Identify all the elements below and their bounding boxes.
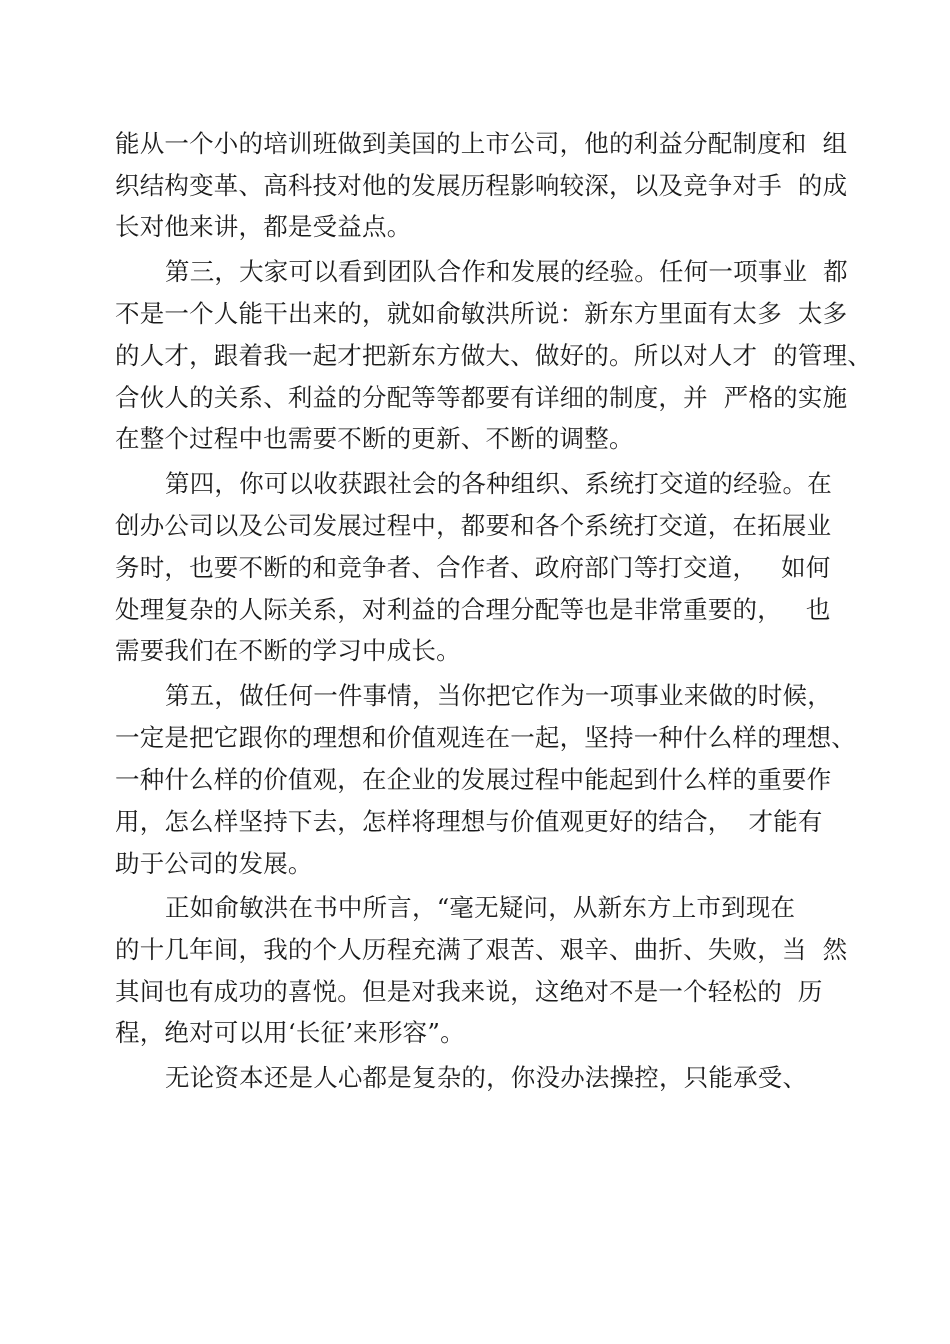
text-line: 在整个过程中也需要不断的更新、不断的调整。 <box>115 424 634 453</box>
text-line: 务时，也要不断的和竞争者、合作者、政府部门等打交道， 如何 <box>115 553 831 582</box>
text-line: 能从一个小的培训班做到美国的上市公司，他的利益分配制度和 组 <box>115 129 848 158</box>
text-line: 合伙人的关系、利益的分配等等都要有详细的制度，并 严格的实施 <box>115 383 848 412</box>
text-line: 长对他来讲，都是受益点。 <box>115 212 412 241</box>
text-line: 不是一个人能干出来的，就如俞敏洪所说：新东方里面有太多 太多 <box>115 299 848 328</box>
text-line: 用，怎么样坚持下去，怎样将理想与价值观更好的结合， 才能有 <box>115 807 823 836</box>
text-line: 创办公司以及公司发展过程中，都要和各个系统打交道，在拓展业 <box>115 511 832 540</box>
paragraph-start-line: 第四，你可以收获跟社会的各种组织、系统打交道的经验。在 <box>165 469 832 498</box>
text-line: 一种什么样的价值观，在企业的发展过程中能起到什么样的重要作 <box>115 765 832 794</box>
text-line: 的人才，跟着我一起才把新东方做大、做好的。所以对人才 的管理、 <box>115 341 872 370</box>
text-line: 织结构变革、高科技对他的发展历程影响较深，以及竞争对手 的成 <box>115 171 848 200</box>
text-line: 一定是把它跟你的理想和价值观连在一起，坚持一种什么样的理想、 <box>115 723 856 752</box>
text-line: 需要我们在不断的学习中成长。 <box>115 636 461 665</box>
paragraph-start-line: 正如俞敏洪在书中所言，“毫无疑问，从新东方上市到现在 <box>165 893 796 922</box>
text-line: 程，绝对可以用‘长征’来形容”。 <box>115 1018 465 1047</box>
text-line: 其间也有成功的喜悦。但是对我来说，这绝对不是一个轻松的 历 <box>115 977 823 1006</box>
text-line: 处理复杂的人际关系，对利益的合理分配等也是非常重要的， 也 <box>115 595 831 624</box>
paragraph-start-line: 无论资本还是人心都是复杂的，你没办法操控，只能承受、 <box>165 1063 808 1092</box>
text-line: 助于公司的发展。 <box>115 849 313 878</box>
text-line: 的十几年间，我的个人历程充满了艰苦、艰辛、曲折、失败，当 然 <box>115 935 848 964</box>
paragraph-start-line: 第三，大家可以看到团队合作和发展的经验。任何一项事业 都 <box>165 257 848 286</box>
paragraph-start-line: 第五，做任何一件事情，当你把它作为一项事业来做的时候， <box>165 681 832 710</box>
